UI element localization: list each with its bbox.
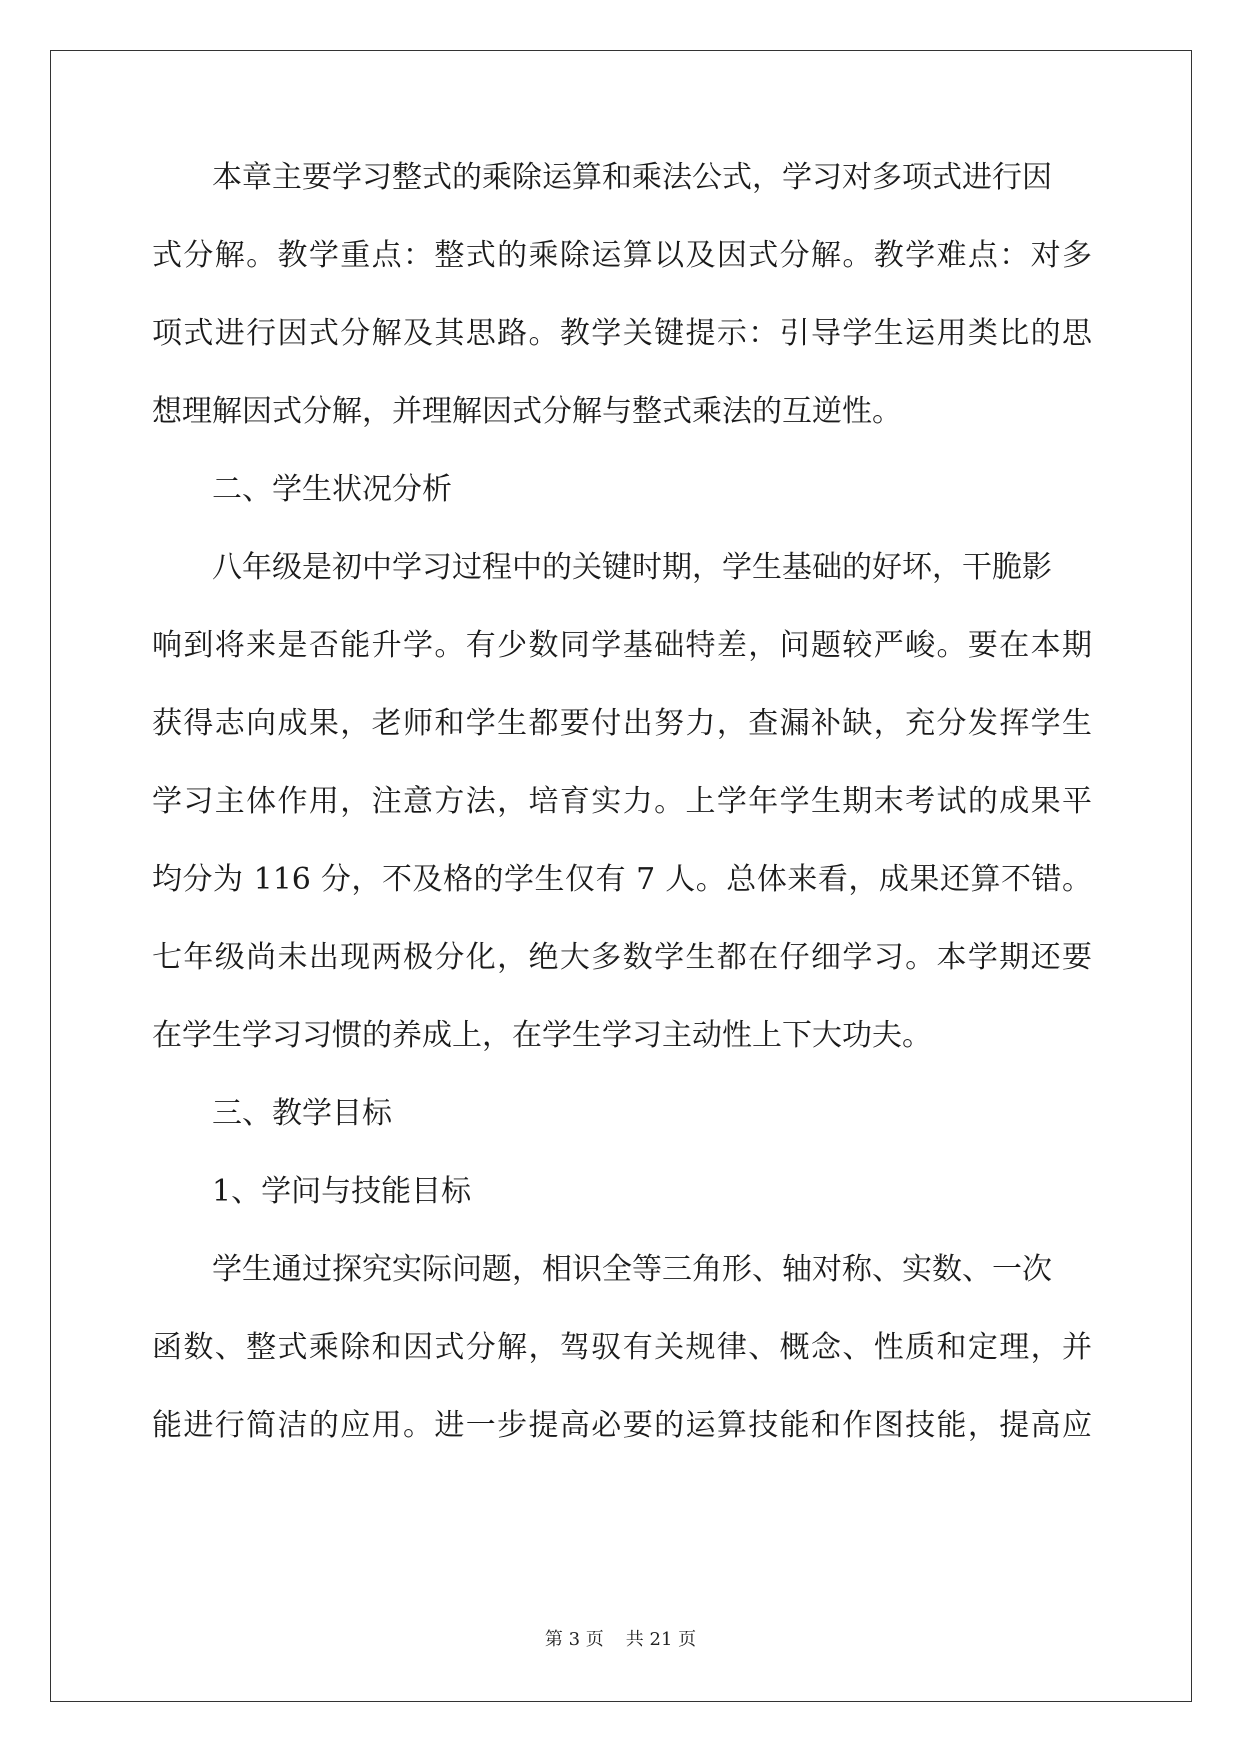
paragraph-line: 想理解因式分解，并理解因式分解与整式乘法的互逆性。: [152, 394, 902, 429]
paragraph-line: 学习主体作用，注意方法，培育实力。上学年学生期末考试的成果平: [152, 784, 1092, 819]
section-heading: 三、教学目标: [212, 1096, 392, 1131]
page-footer: [0, 1628, 1241, 1652]
paragraph-line: 式分解。教学重点：整式的乘除运算以及因式分解。教学难点：对多: [152, 238, 1092, 273]
paragraph-line: 项式进行因式分解及其思路。教学关键提示：引导学生运用类比的思: [152, 316, 1092, 351]
section-heading: 二、学生状况分析: [212, 472, 452, 507]
paragraph-line: 在学生学习习惯的养成上，在学生学习主动性上下大功夫。: [152, 1018, 932, 1053]
paragraph-line: 能进行简洁的应用。进一步提高必要的运算技能和作图技能，提高应: [152, 1408, 1092, 1443]
paragraph-line: 本章主要学习整式的乘除运算和乘法公式，学习对多项式进行因: [212, 160, 1052, 195]
paragraph-line: 响到将来是否能升学。有少数同学基础特差，问题较严峻。要在本期: [152, 628, 1092, 663]
paragraph-line: 函数、整式乘除和因式分解，驾驭有关规律、概念、性质和定理，并: [152, 1330, 1092, 1365]
paragraph-line: 均分为 116 分，不及格的学生仅有 7 人。总体来看，成果还算不错。: [152, 862, 1092, 897]
paragraph-line: 学生通过探究实际问题，相识全等三角形、轴对称、实数、一次: [212, 1252, 1052, 1287]
paragraph-line: 获得志向成果，老师和学生都要付出努力，查漏补缺，充分发挥学生: [152, 706, 1092, 741]
subsection-heading: 1、学问与技能目标: [212, 1174, 472, 1209]
page-total: 共 21 页: [625, 1629, 697, 1650]
paragraph-line: 八年级是初中学习过程中的关键时期，学生基础的好坏，干脆影: [212, 550, 1052, 585]
paragraph-line: 七年级尚未出现两极分化，绝大多数学生都在仔细学习。本学期还要: [152, 940, 1092, 975]
page-number: 第 3 页: [544, 1629, 604, 1650]
